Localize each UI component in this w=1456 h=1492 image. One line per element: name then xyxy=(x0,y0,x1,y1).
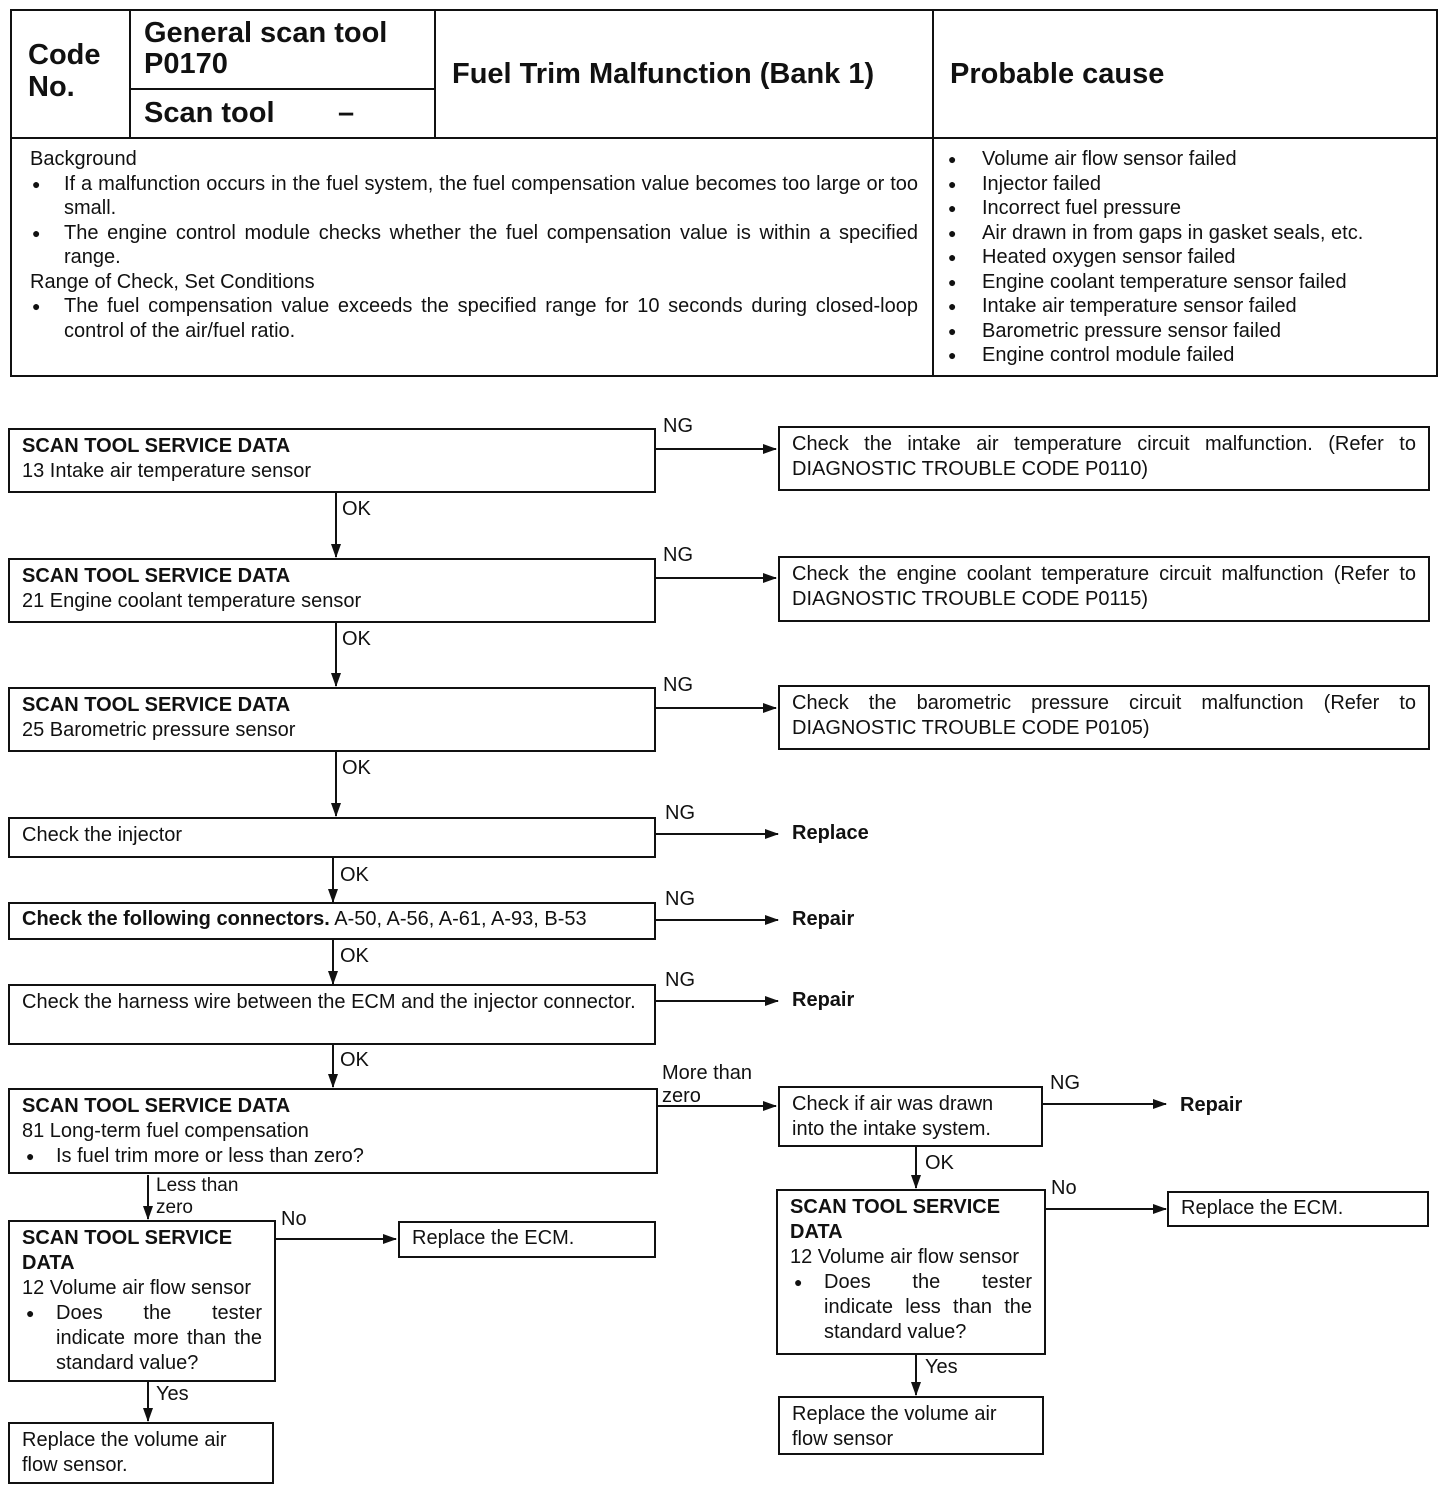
left-vaf-question: ● Does the tester indicate more than the standard value? xyxy=(22,1301,262,1376)
ok-label: OK xyxy=(342,628,371,650)
step2-ng-box: Check the engine coolant temperature circuit malfunction (Refer to DIAGNOSTIC TROUBLE CODE P0115) xyxy=(778,556,1430,622)
step2-title: SCAN TOOL SERVICE DATA xyxy=(22,565,291,587)
air-check-box: Check if air was drawn into the intake system. xyxy=(778,1086,1043,1147)
no-label: No xyxy=(281,1208,307,1230)
probable-cause-title: Probable cause xyxy=(950,58,1165,90)
step6-ng-result: Repair xyxy=(792,989,855,1011)
less-than-zero-label: Less than zero xyxy=(156,1175,239,1218)
step7-box xyxy=(8,1088,658,1174)
left-vaf-detail: 12 Volume air flow sensor xyxy=(22,1277,252,1299)
cause-item: ● Engine coolant temperature sensor failed xyxy=(934,270,1434,295)
air-ng-result: Repair xyxy=(1180,1094,1243,1116)
scan-tool-value: – xyxy=(338,97,355,129)
yes-label: Yes xyxy=(156,1383,189,1405)
step3-title: SCAN TOOL SERVICE DATA xyxy=(22,694,291,716)
cause-item: ● Air drawn in from gaps in gasket seals, etc. xyxy=(934,221,1434,246)
more-than-zero-label: More than zero xyxy=(662,1062,753,1107)
background-item: ● The engine control module checks whether the fuel compensation value is within a specified range. xyxy=(30,221,918,270)
background-item: ● If a malfunction occurs in the fuel system, the fuel compensation value becomes too large or too small. xyxy=(30,172,918,221)
step2-box xyxy=(8,558,656,623)
ng-label: NG xyxy=(663,544,693,566)
cause-item: ● Intake air temperature sensor failed xyxy=(934,294,1434,319)
left-vaf-title: SCAN TOOL SERVICE DATA xyxy=(22,1227,233,1274)
ok-label: OK xyxy=(925,1152,954,1174)
step3-box xyxy=(8,687,656,752)
step7-title: SCAN TOOL SERVICE DATA xyxy=(22,1095,291,1117)
ng-label: NG xyxy=(663,415,693,437)
code-no-label: Code No. xyxy=(28,39,101,103)
step3-ng-box: Check the barometric pressure circuit malfunction (Refer to DIAGNOSTIC TROUBLE CODE P0105) xyxy=(778,685,1430,750)
range-item: ● The fuel compensation value exceeds the specified range for 10 seconds during closed-loop control of the air/fuel ratio. xyxy=(30,294,918,343)
left-yes-box: Replace the volume air flow sensor. xyxy=(8,1422,274,1484)
right-vaf-title: SCAN TOOL SERVICE DATA xyxy=(790,1196,1001,1243)
ok-label: OK xyxy=(342,757,371,779)
cause-item: ● Heated oxygen sensor failed xyxy=(934,245,1434,270)
right-no-box: Replace the ECM. xyxy=(1167,1191,1429,1227)
general-code: P0170 xyxy=(144,48,228,80)
step1-title: SCAN TOOL SERVICE DATA xyxy=(22,435,291,457)
step7-detail: 81 Long-term fuel compensation xyxy=(22,1120,309,1142)
ng-label: NG xyxy=(665,888,695,910)
right-yes-box: Replace the volume air flow sensor xyxy=(778,1396,1044,1455)
cause-item: ● Injector failed xyxy=(934,172,1434,197)
step1-box xyxy=(8,428,656,493)
right-vaf-box xyxy=(776,1189,1046,1355)
scan-tool-label: Scan tool xyxy=(144,97,275,129)
ok-label: OK xyxy=(340,1049,369,1071)
step4-ng-result: Replace xyxy=(792,822,869,844)
step3-detail: 25 Barometric pressure sensor xyxy=(22,719,296,741)
ng-label: NG xyxy=(665,802,695,824)
step5-connectors: A-50, A-56, A-61, A-93, B-53 xyxy=(334,908,587,930)
step4-box: Check the injector xyxy=(8,817,656,858)
step5-title: Check the following connectors. xyxy=(22,908,330,930)
step1-ng-box: Check the intake air temperature circuit malfunction. (Refer to DIAGNOSTIC TROUBLE CODE P0110) xyxy=(778,426,1430,491)
diagnosis-title: Fuel Trim Malfunction (Bank 1) xyxy=(452,58,875,90)
right-vaf-detail: 12 Volume air flow sensor xyxy=(790,1246,1020,1268)
ok-label: OK xyxy=(340,864,369,886)
step5-ng-result: Repair xyxy=(792,908,855,930)
background-heading: Background xyxy=(30,148,137,170)
ng-label: NG xyxy=(665,969,695,991)
general-scan-tool-label: General scan tool xyxy=(144,17,388,49)
cause-item: ● Barometric pressure sensor failed xyxy=(934,319,1434,344)
ok-label: OK xyxy=(340,945,369,967)
cause-item: ● Incorrect fuel pressure xyxy=(934,196,1434,221)
no-label: No xyxy=(1051,1177,1077,1199)
yes-label: Yes xyxy=(925,1356,958,1378)
step5-box xyxy=(8,902,656,940)
step1-detail: 13 Intake air temperature sensor xyxy=(22,460,312,482)
range-heading: Range of Check, Set Conditions xyxy=(30,270,315,293)
right-vaf-question: ● Does the tester indicate less than the standard value? xyxy=(790,1270,1032,1345)
ng-label: NG xyxy=(1050,1072,1080,1094)
step6-box: Check the harness wire between the ECM and the injector connector. xyxy=(8,984,656,1045)
cause-item: ● Engine control module failed xyxy=(934,343,1434,368)
ng-label: NG xyxy=(663,674,693,696)
left-vaf-box xyxy=(8,1220,276,1382)
left-no-box: Replace the ECM. xyxy=(398,1221,656,1258)
ok-label: OK xyxy=(342,498,371,520)
step2-detail: 21 Engine coolant temperature sensor xyxy=(22,590,362,612)
step7-question: ● Is fuel trim more or less than zero? xyxy=(22,1144,644,1169)
cause-item: ● Volume air flow sensor failed xyxy=(934,147,1434,172)
